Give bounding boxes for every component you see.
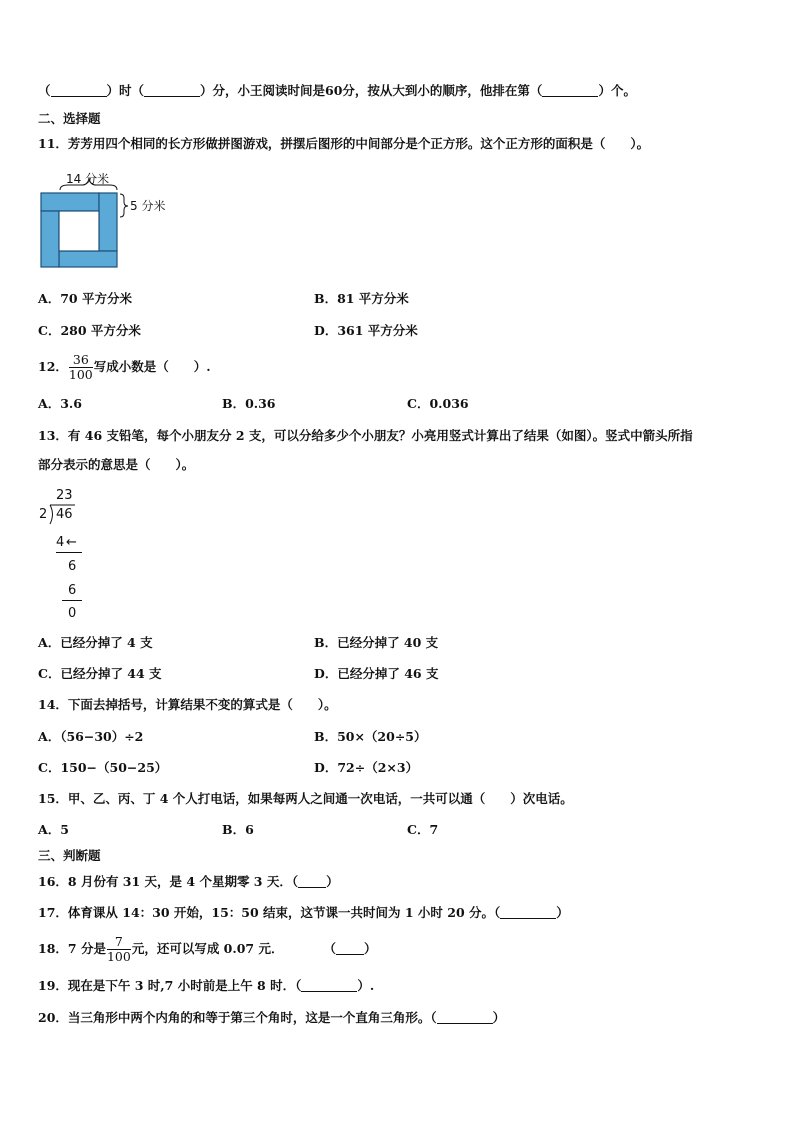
- step-line-1: [56, 552, 82, 553]
- rectangle-left: [41, 211, 59, 267]
- answer-blank[interactable]: [542, 84, 598, 97]
- q15-option-b[interactable]: B．6: [222, 822, 254, 837]
- rectangle-bottom: [59, 251, 117, 267]
- question-20: 20．当三角形中两个内角的和等于第三个角时，这是一个直角三角形。（ ）: [38, 1010, 506, 1025]
- question-14: 14．下面去掉括号，计算结果不变的算式是（ ）。: [38, 697, 337, 712]
- q11-option-a[interactable]: A．70 平方分米: [38, 291, 132, 306]
- section-heading-judgement: 三、判断题: [38, 848, 101, 863]
- q13-option-b[interactable]: B．已经分掉了 40 支: [314, 635, 439, 650]
- rectangle-top: [41, 193, 99, 211]
- q13-option-a[interactable]: A．已经分掉了 4 支: [38, 635, 153, 650]
- q12-option-b[interactable]: B．0.36: [222, 396, 276, 411]
- step-product-6: 6: [68, 583, 77, 598]
- answer-blank[interactable]: [301, 979, 357, 992]
- answer-blank[interactable]: [437, 1011, 493, 1024]
- question-18: 18．7 分是 $\frac{7}{100}$ 元，还可以写成 0.07 元． （ ）: [38, 934, 377, 964]
- answer-blank[interactable]: [51, 84, 107, 97]
- answer-blank[interactable]: [298, 875, 326, 888]
- question-11: 11．芳芳用四个相同的长方形做拼图游戏，拼摆后图形的中间部分是个正方形。这个正方形的面积是（ ）。: [38, 136, 650, 151]
- question-17: 17．体育课从 14：30 开始，15：50 结束，这节课一共时间为 1 小时 20 分。（ ）: [38, 905, 569, 920]
- label-5-fen-mi: 5 分米: [130, 199, 166, 213]
- answer-blank[interactable]: [500, 906, 556, 919]
- question-15: 15．甲、乙、丙、丁 4 个人打电话，如果每两人之间通一次电话，一共可以通（ ）次电话。: [38, 791, 573, 806]
- q14-option-b[interactable]: B．50×（20÷5）: [314, 729, 427, 744]
- q14-option-c[interactable]: C．150−（50−25）: [38, 760, 168, 775]
- question-12: 12． $\frac{36}{100}$ 写成小数是（ ）.: [38, 352, 211, 382]
- question-16: 16．8 月份有 31 天，是 4 个星期零 3 天．（ ）: [38, 874, 339, 889]
- rectangle-right: [99, 193, 117, 251]
- q11-option-c[interactable]: C．280 平方分米: [38, 323, 141, 338]
- answer-blank[interactable]: [144, 84, 200, 97]
- dividend: 46: [56, 507, 73, 522]
- q11-option-d[interactable]: D．361 平方分米: [314, 323, 418, 338]
- q11-option-b[interactable]: B．81 平方分米: [314, 291, 409, 306]
- q14-option-d[interactable]: D．72÷（2×3）: [314, 760, 419, 775]
- label-14-fen-mi: 14 分米: [66, 172, 110, 186]
- q13-option-c[interactable]: C．已经分掉了 44 支: [38, 666, 162, 681]
- q12-option-c[interactable]: C．0.036: [407, 396, 469, 411]
- answer-blank[interactable]: [336, 942, 364, 955]
- divisor: 2: [39, 507, 48, 522]
- quotient: 23: [56, 488, 73, 503]
- q15-option-a[interactable]: A．5: [38, 822, 69, 837]
- question-13-line-2: 部分表示的意思是（ ）。: [38, 457, 195, 472]
- section-heading-choice: 二、选择题: [38, 111, 101, 126]
- q13-option-d[interactable]: D．已经分掉了 46 支: [314, 666, 439, 681]
- final-remainder: 0: [68, 606, 77, 621]
- step-line-2: [62, 600, 82, 601]
- step-product-4: 4: [56, 535, 65, 550]
- question-13-line-1: 13．有 46 支铅笔，每个小朋友分 2 支，可以分给多少个小朋友？小亮用竖式计算出了结果（如图）。竖式中箭头所指: [38, 428, 693, 443]
- long-division-figure: [36, 486, 106, 626]
- q15-option-c[interactable]: C．7: [407, 822, 439, 837]
- step-remainder-6: 6: [68, 559, 77, 574]
- brace-side: [120, 194, 128, 217]
- question-19: 19．现在是下午 3 时,7 小时前是上午 8 时．（ ）.: [38, 978, 375, 993]
- q12-option-a[interactable]: A．3.6: [38, 396, 82, 411]
- line-top: （ ）时（ ）分，小王阅读时间是60分，按从大到小的顺序，他排在第（ ）个。: [38, 83, 636, 98]
- fraction-7-100: $\frac{7}{100}$: [106, 934, 131, 964]
- arrow-icon: ←: [66, 535, 77, 550]
- center-square: [59, 211, 99, 251]
- fraction-36-100: $\frac{36}{100}$: [68, 352, 93, 382]
- q14-option-a[interactable]: A．（56−30）÷2: [38, 729, 144, 744]
